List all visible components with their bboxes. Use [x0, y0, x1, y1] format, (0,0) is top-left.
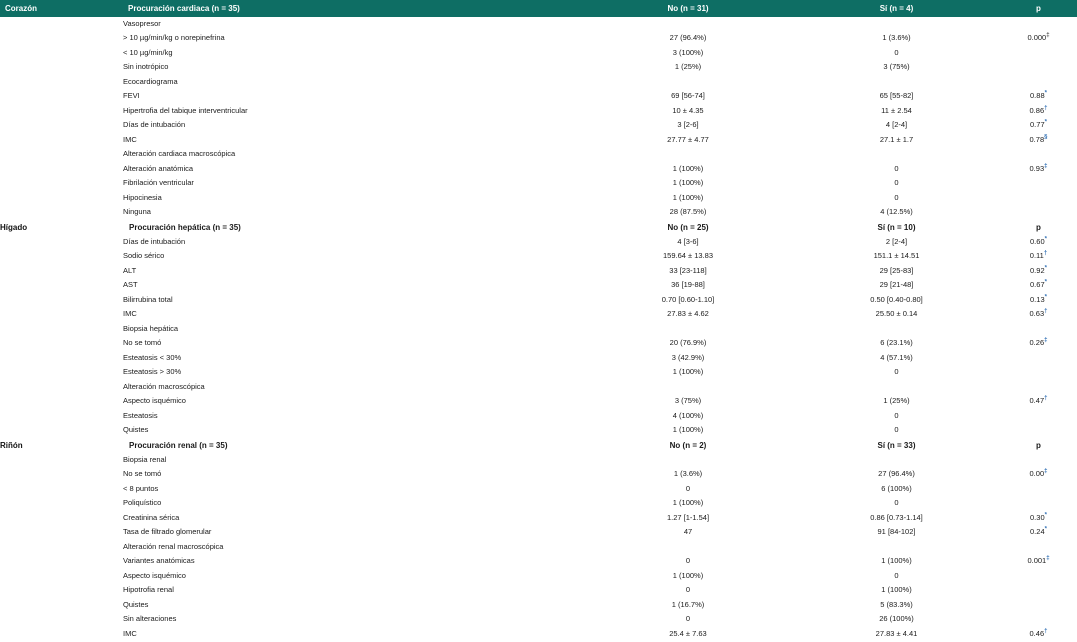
- row-organ-cell: [0, 162, 123, 177]
- row-value-no: 3 (42.9%): [671, 352, 705, 362]
- row-label: < 8 puntos: [123, 483, 159, 493]
- row-organ-cell: [0, 482, 123, 497]
- row-pvalue: 0.00‡: [1029, 468, 1048, 479]
- row-value-yes: 1 (100%): [881, 585, 912, 595]
- row-value-no: 1 (100%): [672, 163, 704, 173]
- row-value-no: [583, 453, 793, 468]
- row-value-yes: 0: [894, 367, 899, 377]
- row-organ-cell: [0, 32, 123, 47]
- table-row: [0, 206, 1077, 221]
- row-organ-cell: [0, 119, 123, 134]
- row-pvalue: [1000, 75, 1077, 90]
- row-value-yes: 4 (12.5%): [880, 207, 913, 217]
- row-pvalue: [1000, 322, 1077, 337]
- table-row: [0, 250, 1077, 265]
- row-value-yes: 0: [894, 192, 899, 202]
- row-value-no: 1 (16.7%): [671, 599, 705, 609]
- row-organ-cell: [0, 293, 123, 308]
- row-pvalue: 0.88*: [1030, 90, 1047, 101]
- row-label: Alteración cardiaca macroscópica: [123, 149, 236, 159]
- row-value-yes: 4 [2-4]: [885, 120, 908, 130]
- table-row: [0, 61, 1077, 76]
- row-label: Ecocardiograma: [123, 76, 178, 86]
- row-pvalue: [1000, 584, 1077, 599]
- row-label: Hipotrofia renal: [123, 585, 174, 595]
- row-value-yes: 0: [894, 163, 899, 173]
- row-label: Días de intubación: [123, 236, 186, 246]
- row-organ-cell: [0, 584, 123, 599]
- row-label: Biopsia renal: [123, 454, 167, 464]
- row-label: IMC: [123, 628, 137, 638]
- row-label: IMC: [123, 309, 137, 319]
- row-value-yes: 1 (3.6%): [882, 33, 911, 43]
- row-label: Vasopresor: [123, 18, 161, 28]
- row-value-yes: [793, 453, 1000, 468]
- row-value-yes: [793, 17, 1000, 32]
- section-organ-label: Riñón: [0, 440, 23, 450]
- table-row: [0, 569, 1077, 584]
- row-pvalue: [1000, 453, 1077, 468]
- header-col2: No (n = 31): [583, 0, 793, 17]
- row-organ-cell: [0, 206, 123, 221]
- row-label: Sodio sérico: [123, 251, 165, 261]
- row-pvalue: 0.92*: [1030, 265, 1047, 275]
- row-organ-cell: [0, 627, 123, 642]
- row-organ-cell: [0, 104, 123, 119]
- row-label: AST: [123, 280, 138, 290]
- row-value-no: 1 (25%): [674, 62, 702, 72]
- table-row: [0, 177, 1077, 192]
- row-value-no: 0.70 [0.60-1.10]: [661, 294, 715, 304]
- section-col4: p: [1036, 440, 1041, 450]
- row-label: Aspecto isquémico: [123, 570, 186, 580]
- row-label: Hipertrofia del tabique interventricular: [123, 105, 248, 115]
- section-col3: Sí (n = 33): [877, 440, 916, 450]
- row-organ-cell: [0, 511, 123, 526]
- row-value-yes: 65 [55-82]: [879, 91, 914, 101]
- row-label: ALT: [123, 265, 137, 275]
- row-value-no: [583, 380, 793, 395]
- row-organ-cell: [0, 380, 123, 395]
- row-value-no: 27.77 ± 4.77: [667, 134, 709, 144]
- row-pvalue: [1000, 366, 1077, 381]
- row-value-no: 0: [685, 614, 691, 624]
- row-pvalue: [1000, 497, 1077, 512]
- row-pvalue: [1000, 61, 1077, 76]
- row-pvalue: 0.001‡: [1027, 555, 1050, 566]
- section-col3: Sí (n = 10): [877, 222, 916, 232]
- row-value-no: 1 (100%): [672, 425, 704, 435]
- row-value-no: 159.64 ± 13.83: [663, 251, 713, 261]
- row-value-no: 3 [2-6]: [677, 120, 699, 130]
- table-row: [0, 148, 1077, 163]
- row-label: Aspecto isquémico: [123, 396, 186, 406]
- row-value-no: 3 (75%): [674, 396, 702, 406]
- row-pvalue: [1000, 409, 1077, 424]
- row-value-no: 36 [19-88]: [671, 280, 705, 290]
- row-value-yes: [793, 540, 1000, 555]
- row-value-yes: 0: [894, 498, 899, 508]
- row-organ-cell: [0, 569, 123, 584]
- row-value-yes: [793, 322, 1000, 337]
- section-subheader-row: [0, 438, 1077, 453]
- row-pvalue: [1000, 206, 1077, 221]
- row-value-yes: [793, 75, 1000, 90]
- row-value-yes: 0: [894, 425, 899, 435]
- row-pvalue: 0.77*: [1030, 119, 1047, 130]
- table-row: [0, 526, 1077, 541]
- row-value-yes: 3 (75%): [883, 62, 910, 72]
- row-value-yes: 27.83 ± 4.41: [875, 628, 918, 638]
- row-label: Esteatosis > 30%: [123, 367, 182, 377]
- row-value-yes: 27.1 ± 1.7: [879, 134, 914, 144]
- row-value-no: 4 [3-6]: [677, 236, 699, 246]
- row-pvalue: [1000, 191, 1077, 206]
- row-value-yes: 29 [25-83]: [879, 265, 914, 275]
- row-label: Creatinina sérica: [123, 512, 180, 522]
- row-label: Esteatosis < 30%: [123, 352, 182, 362]
- row-value-no: 69 [56-74]: [671, 91, 705, 101]
- row-value-no: 0: [685, 483, 691, 493]
- row-value-yes: 25.50 ± 0.14: [875, 309, 918, 319]
- table-row: [0, 104, 1077, 119]
- row-organ-cell: [0, 424, 123, 439]
- row-pvalue: 0.11†: [1029, 250, 1048, 261]
- row-pvalue: [1000, 569, 1077, 584]
- row-value-yes: 26 (100%): [879, 614, 914, 624]
- row-label: Tasa de filtrado glomerular: [123, 527, 212, 537]
- table-row: [0, 395, 1077, 410]
- section-subheader-row: [0, 220, 1077, 235]
- row-label: No se tomó: [123, 338, 162, 348]
- row-value-yes: [793, 148, 1000, 163]
- row-value-no: 1 (100%): [672, 192, 704, 202]
- row-value-yes: 6 (23.1%): [880, 338, 913, 348]
- row-pvalue: [1000, 598, 1077, 613]
- row-value-yes: 27 (96.4%): [878, 469, 915, 479]
- row-organ-cell: [0, 177, 123, 192]
- row-organ-cell: [0, 409, 123, 424]
- table-row: [0, 337, 1077, 352]
- row-organ-cell: [0, 264, 123, 279]
- table-row: [0, 584, 1077, 599]
- row-pvalue: [1000, 17, 1077, 32]
- table-row: [0, 453, 1077, 468]
- row-value-no: 10 ± 4.35: [672, 105, 704, 115]
- row-pvalue: 0.67*: [1030, 279, 1047, 290]
- row-value-no: [583, 148, 793, 163]
- row-value-no: [583, 75, 793, 90]
- row-pvalue: [1000, 148, 1077, 163]
- table-row: [0, 322, 1077, 337]
- row-organ-cell: [0, 148, 123, 163]
- row-value-no: 1 (100%): [672, 367, 704, 377]
- row-value-yes: 0: [894, 47, 899, 57]
- row-value-no: 27.83 ± 4.62: [667, 309, 709, 319]
- row-label: Alteración renal macroscópica: [123, 541, 224, 551]
- row-label: Alteración anatómica: [123, 163, 194, 173]
- row-organ-cell: [0, 468, 123, 483]
- row-value-yes: 1 (100%): [881, 556, 912, 566]
- row-pvalue: 0.000‡: [1027, 32, 1050, 43]
- row-label: Quistes: [123, 599, 149, 609]
- row-organ-cell: [0, 337, 123, 352]
- table-row: [0, 468, 1077, 483]
- row-label: < 10 µg/min/kg: [123, 47, 173, 57]
- table-row: [0, 627, 1077, 642]
- row-label: Hipocinesia: [123, 192, 162, 202]
- row-label: > 10 µg/min/kg o norepinefrina: [123, 33, 225, 43]
- row-organ-cell: [0, 540, 123, 555]
- row-value-no: 4 (100%): [672, 410, 704, 420]
- table-row: [0, 555, 1077, 570]
- row-value-yes: 11 ± 2.54: [881, 105, 912, 115]
- row-organ-cell: [0, 90, 123, 105]
- row-organ-cell: [0, 555, 123, 570]
- row-organ-cell: [0, 613, 123, 628]
- row-label: Ninguna: [123, 207, 151, 217]
- row-label: Sin alteraciones: [123, 614, 177, 624]
- row-label: Días de intubación: [123, 120, 186, 130]
- row-organ-cell: [0, 279, 123, 294]
- table-row: [0, 162, 1077, 177]
- row-value-no: 3 (100%): [672, 47, 704, 57]
- table-row: [0, 482, 1077, 497]
- row-pvalue: [1000, 380, 1077, 395]
- row-pvalue: 0.30*: [1030, 512, 1047, 522]
- row-organ-cell: [0, 453, 123, 468]
- row-value-no: 33 [23-118]: [669, 265, 707, 275]
- row-label: FEVI: [123, 91, 140, 101]
- row-organ-cell: [0, 75, 123, 90]
- row-value-no: 27 (96.4%): [669, 33, 707, 43]
- row-pvalue: 0.13*: [1030, 294, 1047, 304]
- row-value-yes: 4 (57.1%): [880, 352, 913, 362]
- row-value-no: 1 (100%): [672, 570, 704, 580]
- row-organ-cell: [0, 308, 123, 323]
- row-organ-cell: [0, 598, 123, 613]
- row-pvalue: 0.86†: [1029, 105, 1048, 115]
- section-title: Procuración renal (n = 35): [129, 440, 228, 450]
- row-pvalue: 0.93‡: [1029, 163, 1048, 173]
- row-label: Bilirrubina total: [123, 294, 173, 304]
- row-label: Alteración macroscópica: [123, 381, 205, 391]
- header-col1: Procuración cardiaca (n = 35): [123, 0, 583, 17]
- row-value-no: 1 (100%): [672, 178, 704, 188]
- row-label: Esteatosis: [123, 410, 158, 420]
- row-value-yes: 5 (83.3%): [880, 599, 913, 609]
- table-row: [0, 351, 1077, 366]
- row-organ-cell: [0, 351, 123, 366]
- row-organ-cell: [0, 61, 123, 76]
- table-row: [0, 424, 1077, 439]
- row-pvalue: 0.24*: [1030, 526, 1047, 537]
- table-row: [0, 264, 1077, 279]
- row-label: Poliquístico: [123, 498, 162, 508]
- table-row: [0, 497, 1077, 512]
- row-pvalue: [1000, 613, 1077, 628]
- row-value-yes: 0: [894, 570, 899, 580]
- row-organ-cell: [0, 46, 123, 61]
- table-row: [0, 279, 1077, 294]
- row-value-no: 20 (76.9%): [669, 338, 707, 348]
- row-organ-cell: [0, 395, 123, 410]
- section-title: Procuración hepática (n = 35): [129, 222, 241, 232]
- row-organ-cell: [0, 17, 123, 32]
- table-row: [0, 191, 1077, 206]
- row-value-no: 0: [685, 585, 691, 595]
- row-organ-cell: [0, 497, 123, 512]
- table-row: [0, 90, 1077, 105]
- header-col3: Sí (n = 4): [793, 0, 1000, 17]
- row-label: Biopsia hepática: [123, 323, 179, 333]
- row-pvalue: 0.47†: [1029, 395, 1048, 406]
- row-pvalue: 0.63†: [1029, 308, 1048, 319]
- table-row: [0, 409, 1077, 424]
- table-row: [0, 17, 1077, 32]
- section-organ-label: Hígado: [0, 222, 28, 232]
- table-row: [0, 46, 1077, 61]
- row-pvalue: [1000, 46, 1077, 61]
- table-row: [0, 293, 1077, 308]
- table-row: [0, 540, 1077, 555]
- table-row: [0, 308, 1077, 323]
- row-value-yes: 6 (100%): [881, 483, 912, 493]
- table-header-row: [0, 0, 1077, 17]
- row-value-yes: [793, 380, 1000, 395]
- row-organ-cell: [0, 366, 123, 381]
- row-label: Fibrilación ventricular: [123, 178, 194, 188]
- row-label: Sin inotrópico: [123, 62, 169, 72]
- row-organ-cell: [0, 235, 123, 250]
- row-label: Quistes: [123, 425, 149, 435]
- row-value-no: 1 (3.6%): [673, 469, 703, 479]
- row-value-yes: 2 [2-4]: [885, 236, 908, 246]
- row-value-no: 1 (100%): [672, 498, 704, 508]
- table-row: [0, 75, 1077, 90]
- row-label: IMC: [123, 134, 137, 144]
- header-organ: Corazón: [0, 0, 123, 17]
- row-pvalue: 0.78§: [1029, 134, 1048, 144]
- row-pvalue: 0.46†: [1029, 628, 1048, 638]
- table-row: [0, 380, 1077, 395]
- table-row: [0, 133, 1077, 148]
- row-value-yes: 0.86 [0.73-1.14]: [870, 512, 923, 522]
- row-value-no: [583, 17, 793, 32]
- row-value-yes: 151.1 ± 14.51: [873, 251, 920, 261]
- row-pvalue: [1000, 482, 1077, 497]
- table-row: [0, 598, 1077, 613]
- row-value-yes: 0: [894, 410, 899, 420]
- row-value-no: 25.4 ± 7.63: [669, 628, 707, 638]
- row-pvalue: [1000, 351, 1077, 366]
- row-organ-cell: [0, 191, 123, 206]
- row-value-yes: 0: [894, 178, 899, 188]
- row-organ-cell: [0, 250, 123, 265]
- row-pvalue: [1000, 540, 1077, 555]
- row-value-no: 47: [683, 527, 693, 537]
- row-pvalue: [1000, 424, 1077, 439]
- table-row: [0, 511, 1077, 526]
- row-label: No se tomó: [123, 469, 162, 479]
- row-value-yes: 91 [84-102]: [877, 527, 916, 537]
- row-value-no: [583, 540, 793, 555]
- row-pvalue: [1000, 177, 1077, 192]
- row-value-yes: 1 (25%): [883, 396, 910, 406]
- row-value-no: [583, 322, 793, 337]
- table-row: [0, 366, 1077, 381]
- section-col4: p: [1036, 222, 1041, 232]
- row-organ-cell: [0, 133, 123, 148]
- row-value-no: 0: [685, 556, 691, 566]
- row-value-yes: 0.50 [0.40-0.80]: [870, 294, 923, 304]
- table-row: [0, 32, 1077, 47]
- row-value-yes: 29 [21-48]: [879, 280, 914, 290]
- row-value-no: 28 (87.5%): [669, 207, 707, 217]
- row-label: Variantes anatómicas: [123, 556, 195, 566]
- header-col4: p: [1000, 0, 1077, 17]
- table-row: [0, 613, 1077, 628]
- section-col2: No (n = 25): [667, 222, 709, 232]
- section-col2: No (n = 2): [669, 440, 707, 450]
- row-pvalue: 0.26‡: [1029, 337, 1048, 348]
- row-pvalue: 0.60*: [1030, 236, 1047, 246]
- row-value-no: 1.27 [1-1.54]: [666, 512, 710, 522]
- row-organ-cell: [0, 322, 123, 337]
- row-organ-cell: [0, 526, 123, 541]
- table-row: [0, 235, 1077, 250]
- table-row: [0, 119, 1077, 134]
